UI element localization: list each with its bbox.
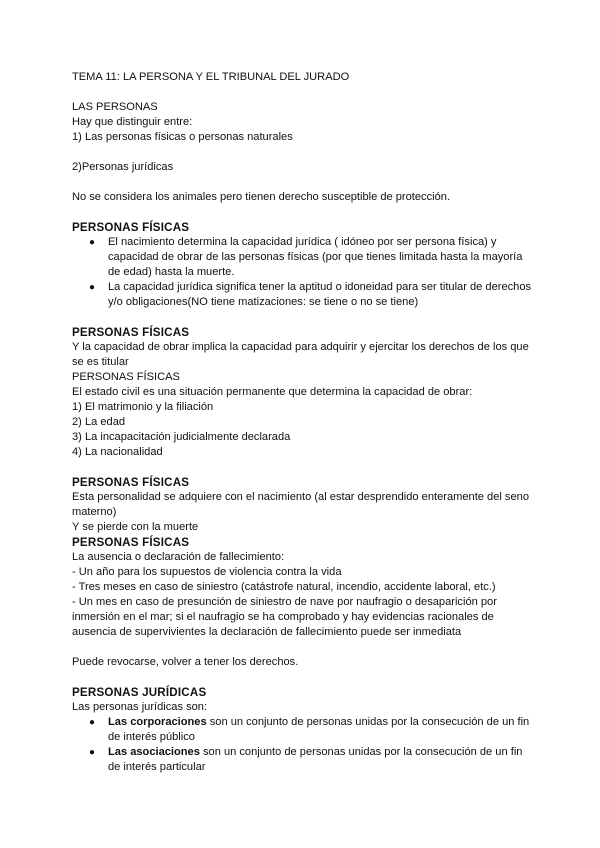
bullet-list <box>72 235 532 310</box>
list-item: ● La capacidad jurídica significa tener la aptitud o idoneidad para ser titular de derechos y/o obligaciones(NO tiene matizaciones: se tiene o no se tiene) <box>89 281 532 308</box>
list-item: - Un mes en caso de presunción de siniestro de nave por naufragio o desaparición por inmersión en el mar; si el naufragio se ha comprobado y hay evidencias racionales de ausencia de supervivientes la declaración de fallecimiento puede ser inmediata <box>72 596 497 638</box>
paragraph: Hay que distinguir entre: <box>72 116 193 128</box>
paragraph: Puede revocarse, volver a tener los derechos. <box>72 656 299 668</box>
list-item: ● El nacimiento determina la capacidad jurídica ( idóneo por ser persona física) y capacidad de obrar de las personas físicas (por que tienes limitada hasta la mayoría de edad) hasta la muerte. <box>89 236 523 278</box>
list-item: 1) Las personas físicas o personas naturales <box>72 131 293 143</box>
section-heading: PERSONAS FÍSICAS <box>72 536 190 549</box>
paragraph: No se considera los animales pero tienen derecho susceptible de protección. <box>72 191 451 203</box>
paragraph: Las personas jurídicas son: <box>72 701 208 713</box>
section-heading-personas: LAS PERSONAS <box>72 101 158 113</box>
list-item: 4) La nacionalidad <box>72 446 163 458</box>
paragraph: El estado civil es una situación permanente que determina la capacidad de obrar: <box>72 386 473 398</box>
bullet-icon: ● <box>89 717 96 728</box>
list-item: 1) El matrimonio y la filiación <box>72 401 214 413</box>
list-item: ● Las corporaciones son un conjunto de personas unidas por la consecución de un fin de interés público <box>89 716 530 743</box>
bullet-icon: ● <box>89 237 96 248</box>
list-item: 2) La edad <box>72 416 126 428</box>
bullet-icon: ● <box>89 747 96 758</box>
subheading: PERSONAS FÍSICAS <box>72 371 180 383</box>
list-item: - Un año para los supuestos de violencia contra la vida <box>72 566 342 578</box>
document-title: TEMA 11: LA PERSONA Y EL TRIBUNAL DEL JURADO <box>72 71 350 83</box>
document-body <box>72 70 532 775</box>
section-heading: PERSONAS JURÍDICAS <box>72 686 207 699</box>
section-heading: PERSONAS FÍSICAS <box>72 326 190 339</box>
list-item: ● Las asociaciones son un conjunto de personas unidas por la consecución de un fin de interés particular <box>89 746 523 773</box>
list-item: 3) La incapacitación judicialmente declarada <box>72 431 291 443</box>
list-item: 2)Personas jurídicas <box>72 161 174 173</box>
bullet-icon: ● <box>89 282 96 293</box>
list-item: - Tres meses en caso de siniestro (catástrofe natural, incendio, accidente laboral, etc.) <box>72 581 496 593</box>
paragraph: La ausencia o declaración de fallecimiento: <box>72 551 285 563</box>
section-heading: PERSONAS FÍSICAS <box>72 221 190 234</box>
bullet-list <box>72 715 532 775</box>
paragraph: Y la capacidad de obrar implica la capacidad para adquirir y ejercitar los derechos de los que se es titular <box>72 341 529 368</box>
paragraph: Y se pierde con la muerte <box>72 521 199 533</box>
paragraph: Esta personalidad se adquiere con el nacimiento (al estar desprendido enteramente del seno materno) <box>72 491 529 518</box>
section-heading: PERSONAS FÍSICAS <box>72 476 190 489</box>
